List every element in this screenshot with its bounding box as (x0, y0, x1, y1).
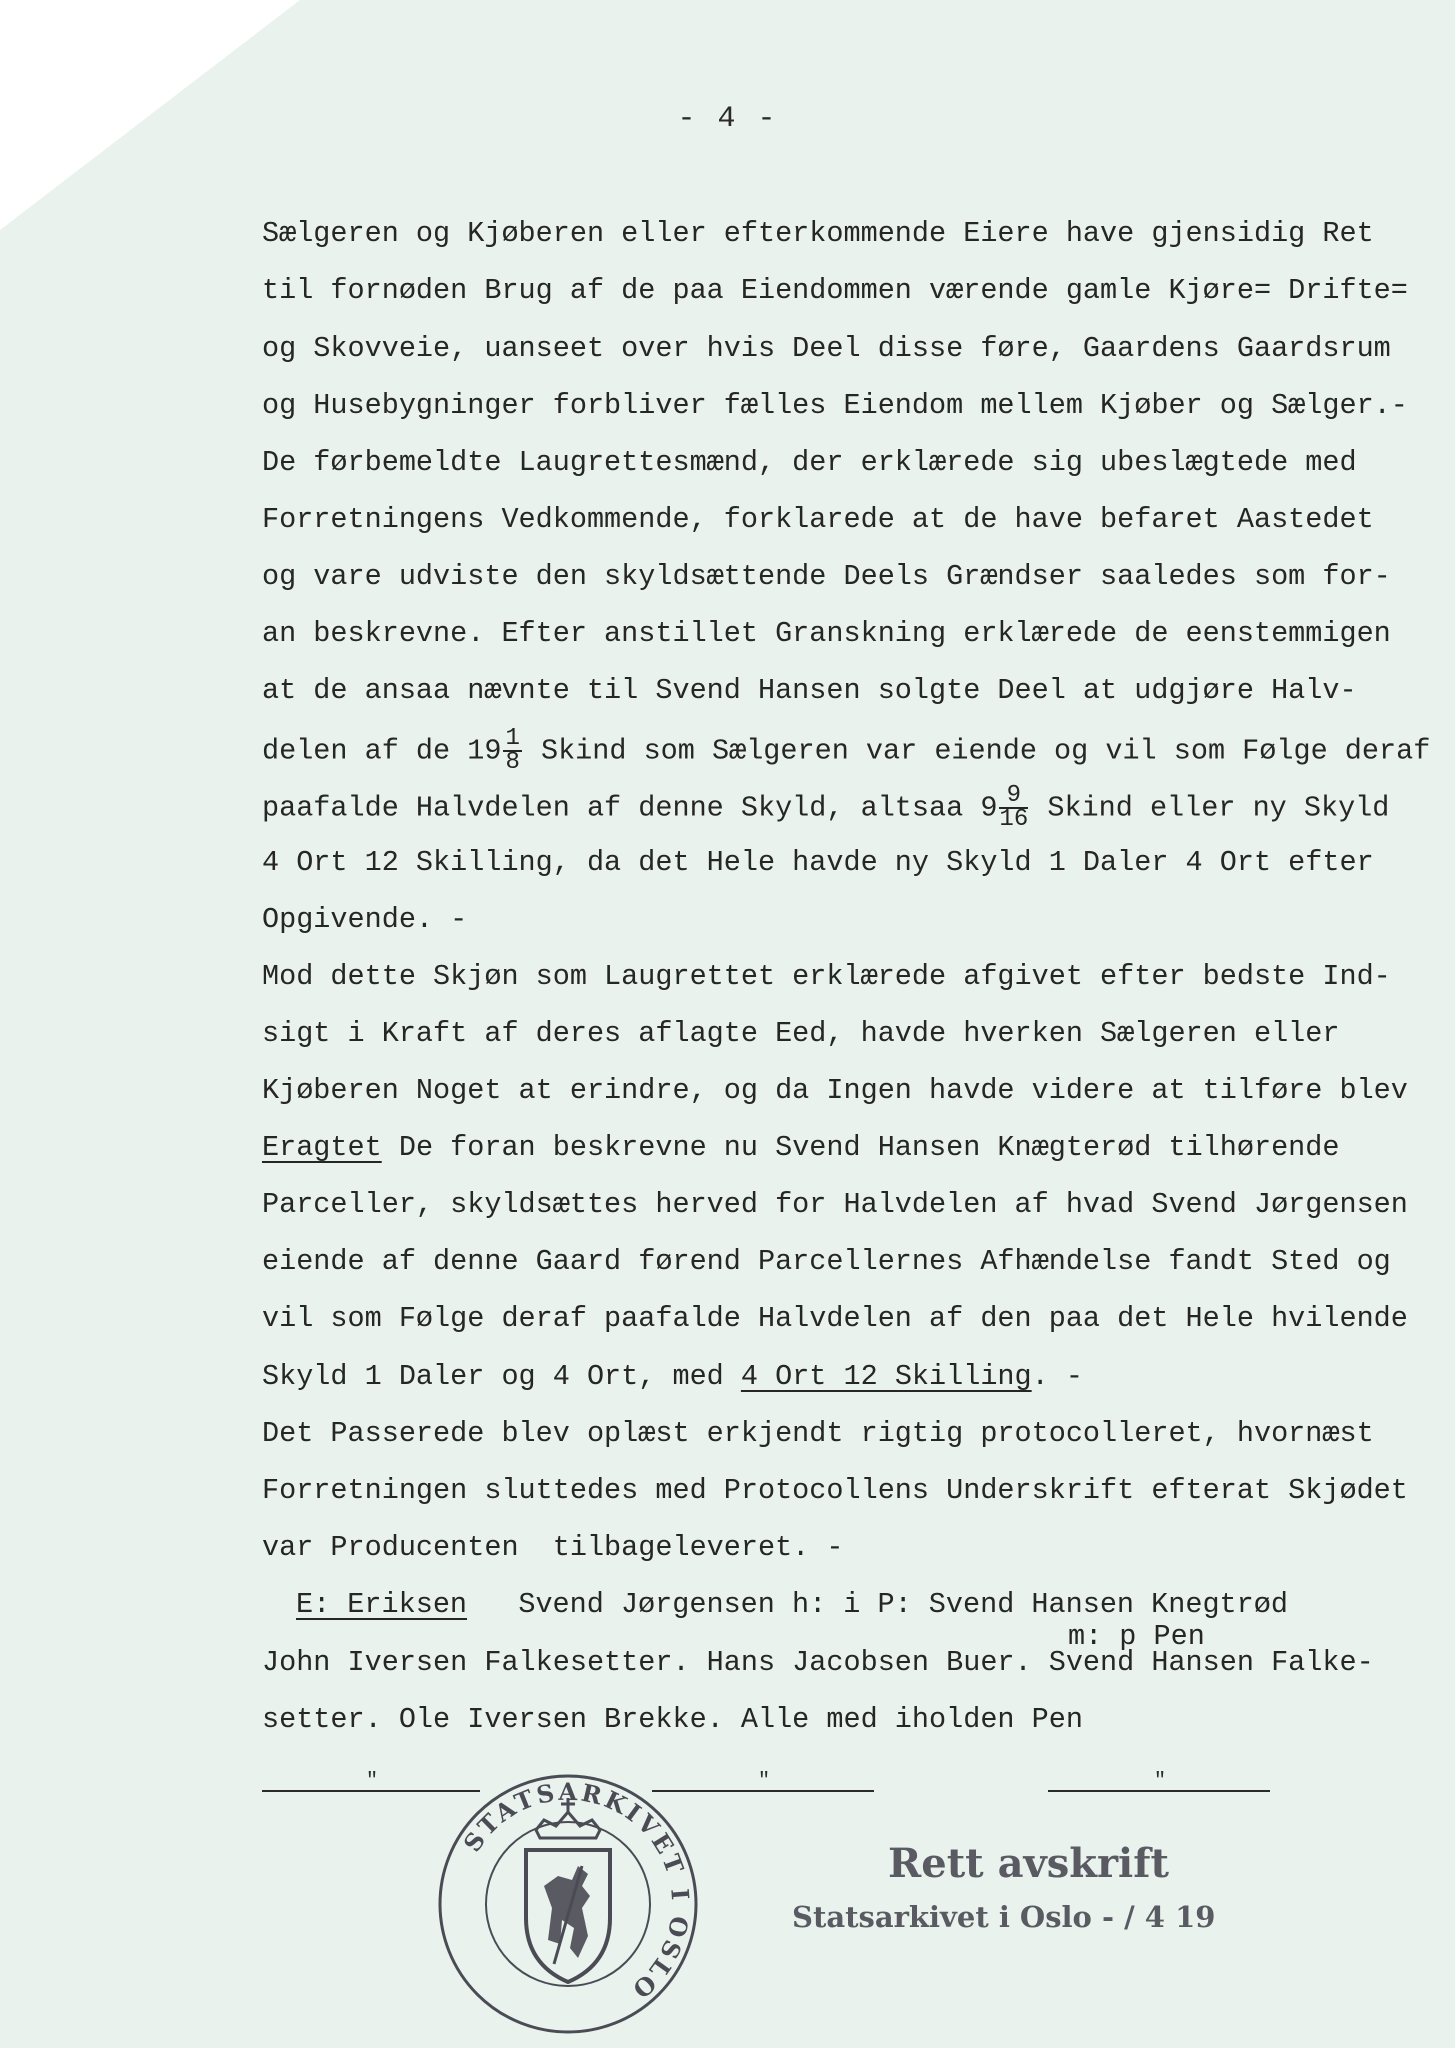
text-line: De førbemeldte Laugrettesmænd, der erklærede sig ubeslægtede med (262, 446, 1357, 479)
text-line: og Husebygninger forbliver fælles Eiendom mellem Kjøber og Sælger.- (262, 389, 1408, 422)
underlined-phrase: 4 Ort 12 Skilling (740, 1360, 1032, 1393)
ditto-mark: " (758, 1770, 771, 1793)
text-line: Parceller, skyldsættes herved for Halvdelen af hvad Svend Jørgensen (262, 1188, 1408, 1221)
text-line: var Producenten tilbageleveret. - (262, 1531, 844, 1564)
text-line: Opgivende. - (262, 903, 468, 936)
text-line: an beskrevne. Efter anstillet Granskning erklærede de eenstemmigen (262, 617, 1391, 650)
text-line: Forretningens Vedkommende, forklarede at de have befaret Aastedet (262, 503, 1374, 536)
stamp-title: Rett avskrift (888, 1840, 1169, 1887)
fraction (999, 782, 1029, 833)
fraction-denominator: 8 (505, 749, 520, 776)
ditto-mark: " (1154, 1770, 1167, 1793)
text-line: og vare udviste den skyldsættende Deels Grændser saaledes som for- (262, 560, 1391, 593)
text-segment: Svend Jørgensen h: i P: Svend Hansen Knegtrød (467, 1588, 1288, 1621)
text-line-fraction (262, 725, 1431, 776)
text-line: Sælgeren og Kjøberen eller efterkommende Eiere have gjensidig Ret (262, 217, 1374, 250)
fraction-numerator: 9 (999, 785, 1028, 809)
text-segment: Skyld 1 Daler og 4 Ort, med (262, 1360, 741, 1393)
text-line: Forretningen sluttedes med Protocollens Underskrift efterat Skjødet (262, 1474, 1408, 1507)
stamp-subtitle: Statsarkivet i Oslo - / 4 19 (792, 1900, 1216, 1934)
underlined-word: Eragtet (262, 1131, 382, 1164)
text-line: til fornøden Brug af de paa Eiendommen værende gamle Kjøre= Drifte= (262, 274, 1408, 307)
page-number: - 4 - (677, 102, 778, 136)
text-line: Det Passerede blev oplæst erkjendt rigtig protocolleret, hvornæst (262, 1417, 1374, 1450)
signature-name-underlined: E: Eriksen (296, 1588, 468, 1621)
text-line: at de ansaa nævnte til Svend Hansen solgte Deel at udgjøre Halv- (262, 674, 1357, 707)
text-line: John Iversen Falkesetter. Hans Jacobsen Buer. Svend Hansen Falke- (262, 1646, 1374, 1679)
text-line (262, 1357, 1083, 1397)
text-segment: delen af de 19 (262, 734, 502, 768)
text-line: Mod dette Skjøn som Laugrettet erklærede afgivet efter bedste Ind- (262, 960, 1391, 993)
text-line: sigt i Kraft af deres aflagte Eed, havde hverken Sælgeren eller (262, 1017, 1340, 1050)
text-segment: Skind som Sælgeren var eiende og vil som Følge deraf (523, 734, 1431, 768)
archive-seal-icon (432, 1768, 704, 2040)
text-segment: De foran beskrevne nu Svend Hansen Knægterød tilhørende (381, 1131, 1340, 1164)
text-line: og Skovveie, uanseet over hvis Deel disse føre, Gaardens Gaardsrum (262, 332, 1391, 365)
text-line: 4 Ort 12 Skilling, da det Hele havde ny Skyld 1 Daler 4 Ort efter (262, 846, 1374, 879)
text-line: eiende af denne Gaard førend Parcellernes Afhændelse fandt Sted og (262, 1245, 1391, 1278)
text-line-fraction (262, 782, 1390, 833)
seal-text: STATSARKIVET I OSLO (457, 1776, 696, 2007)
text-line (262, 1128, 1340, 1168)
text-line: setter. Ole Iversen Brekke. Alle med iholden Pen (262, 1703, 1083, 1736)
text-segment: paafalde Halvdelen af denne Skyld, altsaa 9 (262, 791, 998, 825)
text-segment: Skind eller ny Skyld (1030, 791, 1390, 825)
ditto-mark: " (366, 1770, 379, 1793)
text-line: vil som Følge deraf paafalde Halvdelen af den paa det Hele hvilende (262, 1302, 1408, 1335)
fraction (503, 725, 521, 776)
text-line: Kjøberen Noget at erindre, og da Ingen havde videre at tilføre blev (262, 1074, 1408, 1107)
text-segment: . - (1031, 1360, 1083, 1393)
fraction-numerator: 1 (505, 725, 520, 752)
fraction-denominator: 16 (999, 806, 1029, 833)
signature-subline: m: p Pen (1068, 1620, 1205, 1653)
